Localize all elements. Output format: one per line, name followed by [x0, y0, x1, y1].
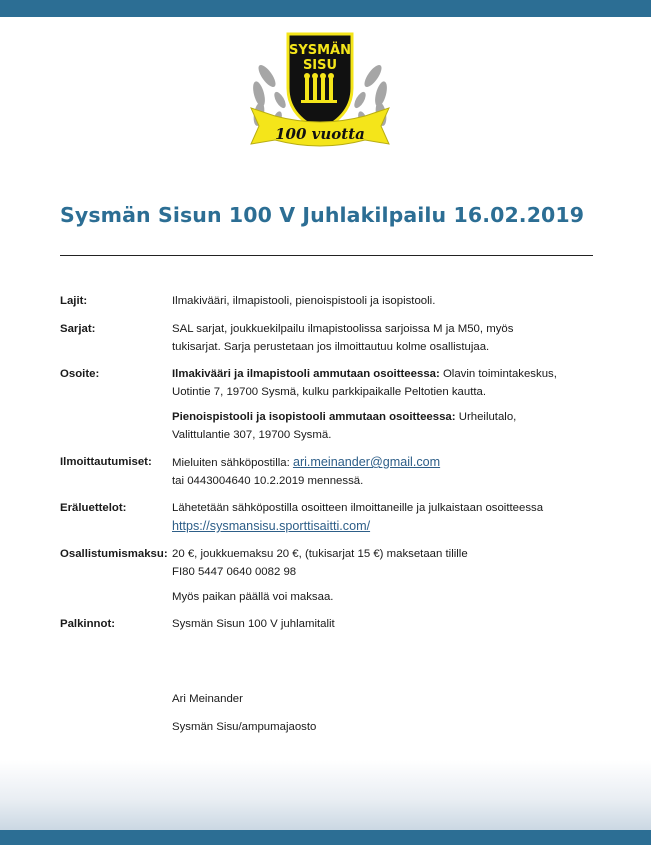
row-lajit — [60, 292, 600, 310]
value-sarjat-line2: tukisarjat. Sarja perustetaan jos ilmoittautuu kolme osallistujaa. — [172, 341, 490, 353]
row-osallistumismaksu — [60, 545, 600, 606]
logo-text-line1: SYSMÄN — [288, 43, 352, 58]
maksu-line3: Myös paikan päällä voi maksaa. — [172, 591, 334, 603]
row-osoite — [60, 365, 600, 444]
email-link[interactable]: ari.meinander@gmail.com — [292, 455, 441, 469]
row-ilmoittautumiset — [60, 453, 600, 490]
row-sarjat — [60, 320, 600, 356]
label-osallistumismaksu: Osallistumismaksu: — [60, 548, 168, 560]
signature-name: Ari Meinander — [172, 693, 243, 705]
ilmoittautumiset-prefix: Mieluiten sähköpostilla: — [172, 457, 293, 469]
logo-text-line2: SISU — [302, 58, 338, 73]
value-lajit: Ilmakivääri, ilmapistooli, pienoispistooli ja isopistooli. — [172, 295, 436, 307]
club-logo — [245, 28, 395, 163]
osoite-p2-bold: Pienoispistooli ja isopistooli ammutaan osoitteessa: — [172, 411, 456, 423]
label-palkinnot: Palkinnot: — [60, 618, 116, 630]
eraluettelot-line1: Lähetetään sähköpostilla osoitteen ilmoittaneille ja julkaistaan osoitteessa — [172, 502, 544, 514]
osoite-paragraph-2 — [172, 408, 600, 426]
osoite-p2-rest: Urheilutalo, — [455, 411, 517, 423]
value-palkinnot: Sysmän Sisun 100 V juhlamitalit — [172, 618, 335, 630]
ilmoittautumiset-line2: tai 0443004640 10.2.2019 mennessä. — [172, 475, 364, 487]
signature-org: Sysmän Sisu/ampumajaosto — [172, 721, 317, 733]
osoite-p1-line2: Uotintie 7, 19700 Sysmä, kulku parkkipaikalle Peltotien kautta. — [172, 386, 487, 398]
osoite-p1-bold: Ilmakivääri ja ilmapistooli ammutaan osoitteessa: — [172, 368, 440, 380]
website-link[interactable]: https://sysmansisu.sporttisaitti.com/ — [172, 519, 371, 533]
maksu-account: FI80 5447 0640 0082 98 — [172, 566, 297, 578]
top-accent-bar — [0, 0, 651, 17]
label-eraluettelot: Eräluettelot: — [60, 502, 127, 514]
label-sarjat: Sarjat: — [60, 323, 96, 335]
maksu-line1: 20 €, joukkuemaksu 20 €, (tukisarjat 15 €) maksetaan tilille — [172, 548, 468, 560]
logo-ribbon-text: 100 vuotta — [275, 125, 365, 143]
bottom-gradient — [0, 760, 651, 832]
osoite-p2-line2: Valittulantie 307, 19700 Sysmä. — [172, 429, 332, 441]
row-palkinnot — [60, 615, 600, 633]
osoite-paragraph-1 — [172, 365, 600, 383]
label-lajit: Lajit: — [60, 295, 88, 307]
label-ilmoittautumiset: Ilmoittautumiset: — [60, 456, 152, 468]
info-table — [60, 292, 600, 633]
page-title: Sysmän Sisun 100 V Juhlakilpailu 16.02.2019 — [60, 203, 585, 227]
osoite-p1-rest: Olavin toimintakeskus, — [439, 368, 557, 380]
bottom-accent-bar — [0, 830, 651, 845]
label-osoite: Osoite: — [60, 368, 100, 380]
value-sarjat-line1: SAL sarjat, joukkuekilpailu ilmapistoolissa sarjoissa M ja M50, myös — [172, 323, 514, 335]
row-eraluettelot — [60, 499, 600, 536]
title-divider — [60, 255, 593, 256]
